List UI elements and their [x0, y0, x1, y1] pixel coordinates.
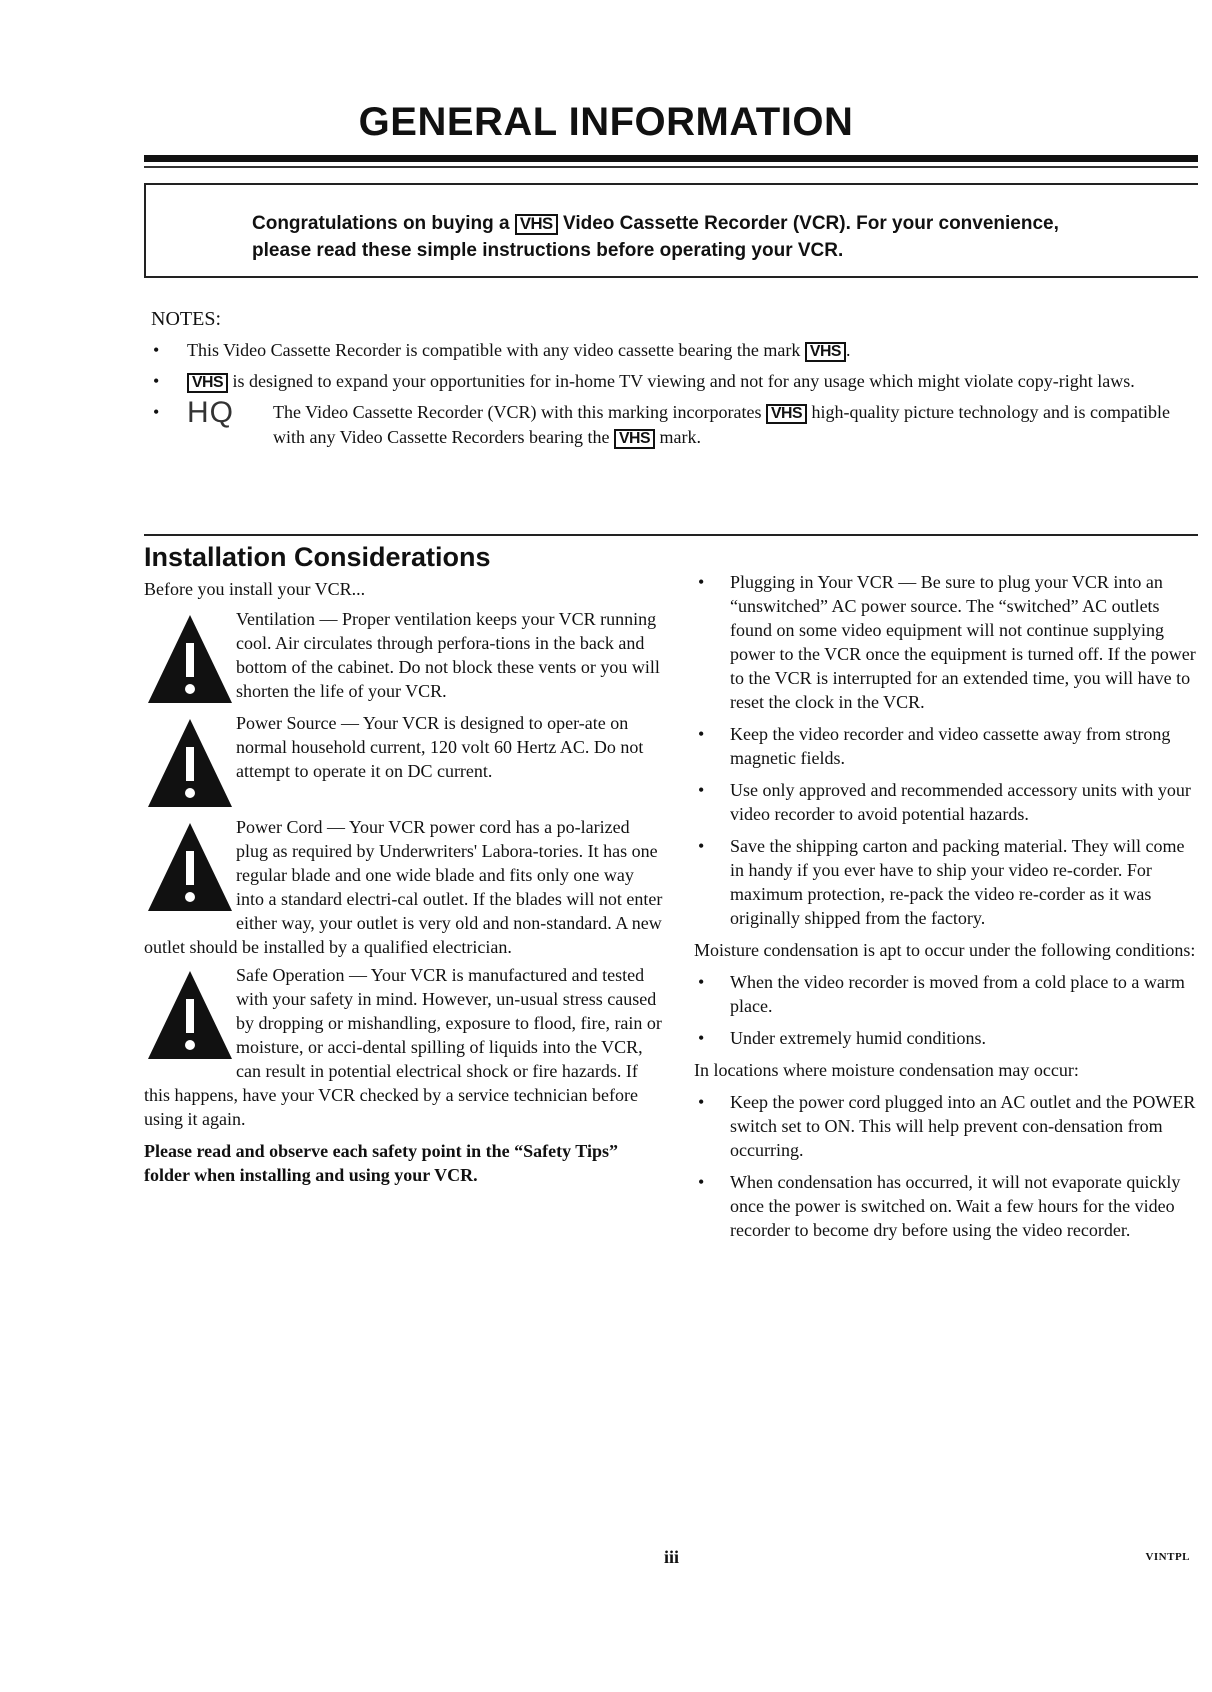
- note-3-text-b: high-quality picture technology and is compatible with any Video Cassette Recorders bearing the: [273, 402, 1170, 447]
- title-rule-thin: [144, 166, 1198, 168]
- safe-operation-block: [144, 963, 664, 1131]
- notes-title: NOTES:: [151, 308, 221, 330]
- note-3-text-c: mark.: [659, 427, 702, 447]
- warning-icon: [144, 815, 236, 915]
- ventilation-text: — Proper ventilation keeps your VCR running cool. Air circulates through perfora-tions in the back and bottom of the cabinet. Do not block these vents or you will shorten the life of your VCR.: [236, 609, 660, 701]
- title-rule-thick: [144, 155, 1198, 162]
- power-source-term: Power Source: [236, 713, 337, 733]
- plugging-text: — Be sure to plug your VCR into an “unswitched” AC power source. The “switched” AC outlets found on some video equipment will not continue supplying power to the VCR once the equipment is turned off. If the power to the VCR is interrupted for an extended time, you will have to reset the clock in the VCR.: [730, 572, 1196, 712]
- power-source-block: [144, 711, 664, 811]
- list-item: • When the video recorder is moved from a cold place to a warm place.: [694, 970, 1196, 1018]
- notes-list: [151, 338, 1191, 456]
- power-cord-block: [144, 815, 664, 959]
- safe-operation-text: — Your VCR is manufactured and tested with your safety in mind. However, un-usual stress caused by dropping or mishandling, exposure to flood, fire, rain or moisture, or acci-dental spilling of liquids into the VCR, can result in potential electrical shock or fire hazards. If this happens, have your VCR checked by a service technician before using it again.: [144, 965, 662, 1129]
- ventilation-block: [144, 607, 664, 707]
- list-item: [694, 570, 1196, 714]
- note-1-end: .: [845, 340, 851, 360]
- vhs-logo: VHS: [187, 373, 228, 393]
- hq-logo: • HQ: [187, 396, 234, 429]
- note-3-text-a: The Video Cassette Recorder (VCR) with this marking incorporates: [273, 402, 762, 422]
- congratulations-text: [252, 210, 1172, 264]
- warning-icon: [144, 711, 236, 811]
- congrats-part2: Video Cassette Recorder (VCR). For your convenience,: [562, 213, 1059, 234]
- congrats-part3: please read these simple instructions before operating your VCR.: [252, 240, 844, 261]
- power-source-text: — Your VCR is designed to oper-ate on normal household current, 120 volt 60 Hertz AC. Do not attempt to operate it on DC current.: [236, 713, 644, 781]
- warning-icon: [144, 607, 236, 707]
- installation-intro: Before you install your VCR...: [144, 579, 366, 599]
- document-code: VINTPL: [1145, 1551, 1190, 1563]
- warning-icon: [144, 963, 236, 1063]
- section-rule: [144, 534, 1198, 536]
- list-item: • Save the shipping carton and packing material. They will come in handy if you ever have to ship your video re-corder. For maximum protection, re-pack the video re-corder as it was originally shipped from the factory.: [694, 834, 1196, 930]
- moisture-intro: Moisture condensation is apt to occur under the following conditions:: [694, 940, 1196, 960]
- list-item: • Keep the power cord plugged into an AC outlet and the POWER switch set to ON. This will help prevent con-densation from occurring.: [694, 1090, 1196, 1162]
- installation-right-column: [694, 570, 1196, 1250]
- note-item: [151, 396, 1191, 450]
- vhs-logo: VHS: [766, 404, 807, 424]
- note-1-text: This Video Cassette Recorder is compatible with any video cassette bearing the mark: [187, 340, 801, 360]
- note-item: [151, 369, 1191, 394]
- note-item: [151, 338, 1191, 363]
- list-item: • When condensation has occurred, it will not evaporate quickly once the power is switched on. Wait a few hours for the video recorder to become dry before using the video recorder.: [694, 1170, 1196, 1242]
- list-item: • Under extremely humid conditions.: [694, 1026, 1196, 1050]
- congrats-part1: Congratulations on buying a: [252, 213, 510, 234]
- note-2-text: is designed to expand your opportunities for in-home TV viewing and not for any usage which might violate copy-right laws.: [232, 371, 1135, 391]
- plugging-term: Plugging in Your VCR: [730, 572, 894, 592]
- list-item: • Use only approved and recommended accessory units with your video recorder to avoid potential hazards.: [694, 778, 1196, 826]
- power-cord-text: — Your VCR power cord has a po-larized plug as required by Underwriters' Labora-tories. It has one regular blade and one wide blade and fits only one way into a standard electri-cal outlet. If the blades will not enter either way, your outlet is very old and non-standard. A new outlet should be installed by a qualified electrician.: [144, 817, 663, 957]
- ventilation-term: Ventilation: [236, 609, 315, 629]
- vhs-logo: VHS: [515, 214, 558, 235]
- locations-intro: In locations where moisture condensation may occur:: [694, 1060, 1079, 1080]
- safe-operation-term: Safe Operation: [236, 965, 345, 985]
- installation-left-column: [144, 577, 664, 1187]
- power-cord-term: Power Cord: [236, 817, 323, 837]
- page-number: iii: [663, 1547, 679, 1567]
- page-title: GENERAL INFORMATION: [358, 100, 854, 144]
- list-item: • Keep the video recorder and video cassette away from strong magnetic fields.: [694, 722, 1196, 770]
- installation-title: Installation Considerations: [144, 542, 491, 572]
- vhs-logo: VHS: [805, 342, 846, 362]
- safety-tips-note: Please read and observe each safety point in the “Safety Tips” folder when installing and using your VCR.: [144, 1141, 619, 1185]
- vhs-logo: VHS: [614, 429, 655, 449]
